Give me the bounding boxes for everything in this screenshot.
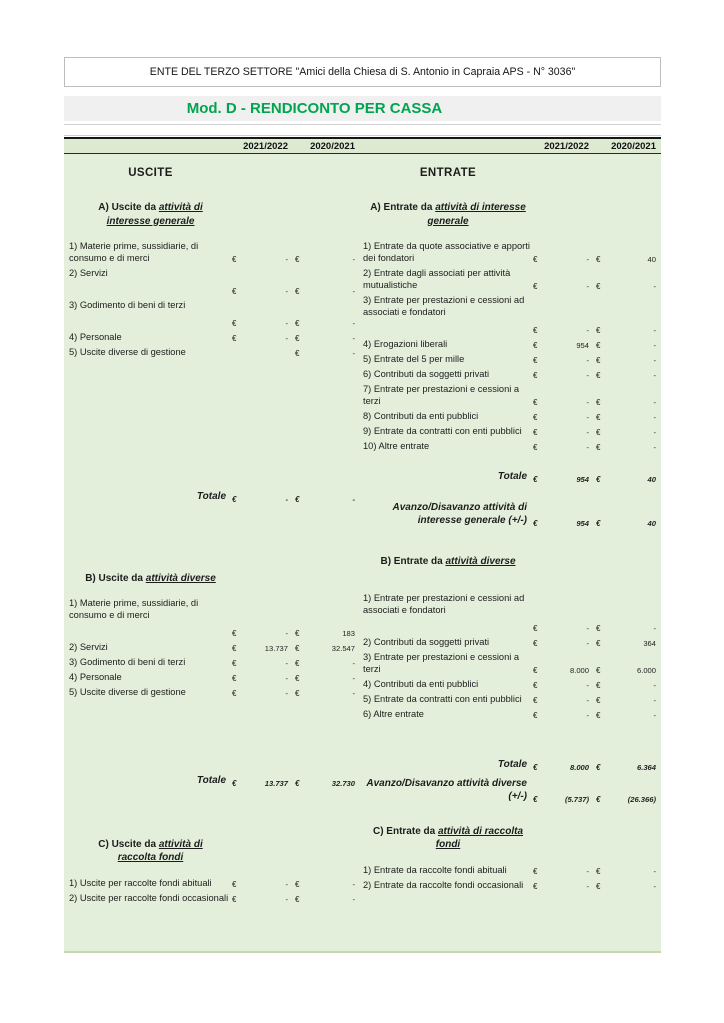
amount-current-year: - bbox=[586, 398, 589, 407]
document-title: Mod. D - RENDICONTO PER CASSA bbox=[186, 100, 443, 117]
entrate-column-title: ENTRATE bbox=[419, 167, 477, 179]
row-label: 2) Servizi bbox=[69, 268, 108, 278]
empty-row-strip bbox=[64, 124, 661, 136]
currency-symbol: € bbox=[533, 639, 538, 648]
avanzo-row bbox=[363, 501, 661, 528]
currency-symbol: € bbox=[596, 711, 601, 720]
currency-symbol: € bbox=[533, 356, 538, 365]
row-label: 5) Entrate del 5 per mille bbox=[363, 354, 465, 364]
line-item-row bbox=[69, 331, 360, 343]
heading-emphasis: attività di raccolta fondi bbox=[117, 838, 203, 863]
row-label: Totale bbox=[497, 471, 527, 482]
section-heading bbox=[363, 825, 533, 852]
amount-prior-year: - bbox=[653, 881, 656, 891]
line-item-row bbox=[363, 636, 661, 648]
line-item-row bbox=[69, 656, 360, 668]
currency-symbol: € bbox=[596, 371, 601, 380]
currency-symbol: € bbox=[232, 674, 237, 683]
amount-current-year: - bbox=[285, 319, 288, 328]
currency-symbol: € bbox=[533, 255, 538, 264]
amount-prior-year: - bbox=[352, 659, 355, 668]
currency-symbol: € bbox=[596, 681, 601, 690]
currency-symbol: € bbox=[533, 341, 538, 350]
currency-symbol: € bbox=[533, 518, 538, 528]
amount-prior-year: 364 bbox=[643, 639, 656, 648]
currency-symbol: € bbox=[596, 666, 601, 675]
row-label: 1) Entrate da raccolte fondi abituali bbox=[363, 864, 507, 875]
amount-current-year: - bbox=[586, 255, 589, 264]
amount-current-year: - bbox=[586, 696, 589, 705]
amount-current-year: - bbox=[586, 282, 589, 291]
row-label: Avanzo/Disavanzo attività di interesse generale (+/-) bbox=[392, 501, 527, 526]
currency-symbol: € bbox=[533, 371, 538, 380]
currency-symbol: € bbox=[596, 624, 601, 633]
year-header-right bbox=[360, 141, 661, 152]
currency-symbol: € bbox=[596, 428, 601, 437]
heading-prefix: A) Uscite da bbox=[98, 202, 159, 213]
section-b bbox=[363, 555, 661, 807]
currency-symbol: € bbox=[232, 494, 237, 504]
year-column-1: 2021/2022 bbox=[243, 140, 288, 152]
line-item-row bbox=[363, 864, 661, 876]
heading-prefix: B) Entrate da bbox=[380, 555, 446, 567]
amount-current-year: - bbox=[586, 428, 589, 437]
section-c bbox=[69, 838, 360, 907]
amount-current-year: (5.737) bbox=[564, 794, 589, 804]
currency-symbol: € bbox=[232, 879, 237, 889]
amount-current-year: - bbox=[586, 413, 589, 422]
line-item-row bbox=[363, 678, 661, 690]
year-column-2: 2020/2021 bbox=[310, 140, 355, 152]
heading-emphasis: attività di raccolta fondi bbox=[435, 825, 524, 850]
currency-symbol: € bbox=[533, 326, 538, 335]
currency-symbol: € bbox=[295, 894, 300, 904]
currency-symbol: € bbox=[295, 659, 300, 668]
row-label: Totale bbox=[196, 775, 226, 786]
currency-symbol: € bbox=[533, 413, 538, 422]
section-a bbox=[363, 201, 661, 531]
row-label: 10) Altre entrate bbox=[363, 441, 430, 451]
currency-symbol: € bbox=[533, 624, 538, 633]
line-item-row bbox=[363, 267, 661, 291]
amount-current-year: - bbox=[586, 371, 589, 380]
amount-current-year: - bbox=[586, 711, 589, 720]
amount-current-year: - bbox=[586, 624, 589, 633]
row-label: 6) Altre entrate bbox=[363, 709, 424, 719]
amount-prior-year: - bbox=[653, 624, 656, 633]
row-label: 4) Contributi da enti pubblici bbox=[363, 679, 479, 689]
amount-current-year: - bbox=[586, 866, 589, 876]
row-label: 1) Entrate per prestazioni e cessioni ad associati e fondatori bbox=[363, 593, 525, 615]
amount-prior-year: 32.730 bbox=[331, 778, 355, 788]
heading-emphasis: attività diverse bbox=[445, 555, 516, 567]
currency-symbol: € bbox=[596, 866, 601, 876]
row-label: Totale bbox=[196, 491, 226, 502]
amount-prior-year: 183 bbox=[342, 629, 355, 638]
line-item-row bbox=[363, 410, 661, 422]
currency-symbol: € bbox=[295, 287, 300, 296]
row-label: 2) Servizi bbox=[69, 642, 108, 652]
line-item-row bbox=[363, 708, 661, 720]
amount-prior-year: (26.366) bbox=[627, 794, 656, 804]
currency-symbol: € bbox=[295, 334, 300, 343]
line-item-row bbox=[363, 440, 661, 452]
currency-symbol: € bbox=[596, 443, 601, 452]
line-item-row bbox=[69, 267, 360, 296]
row-label: 3) Godimento di beni di terzi bbox=[69, 300, 186, 310]
currency-symbol: € bbox=[295, 494, 300, 504]
amount-current-year: 8.000 bbox=[569, 666, 589, 675]
heading-prefix: A) Entrate da bbox=[370, 202, 436, 213]
amount-current-year: 13.737 bbox=[264, 778, 288, 788]
currency-symbol: € bbox=[295, 689, 300, 698]
row-label: 2) Contributi da soggetti privati bbox=[363, 637, 490, 647]
currency-symbol: € bbox=[295, 629, 300, 638]
currency-symbol: € bbox=[533, 866, 538, 876]
amount-current-year: 8.000 bbox=[569, 762, 589, 772]
amount-prior-year: - bbox=[653, 356, 656, 365]
amount-current-year: - bbox=[285, 494, 288, 504]
currency-symbol: € bbox=[232, 629, 237, 638]
currency-symbol: € bbox=[596, 413, 601, 422]
currency-symbol: € bbox=[596, 881, 601, 891]
currency-symbol: € bbox=[596, 762, 601, 772]
row-label: 4) Personale bbox=[69, 332, 122, 342]
line-item-row bbox=[69, 299, 360, 328]
row-label: 3) Entrate per prestazioni e cessioni ad associati e fondatori bbox=[363, 295, 525, 317]
section-heading bbox=[363, 555, 533, 569]
amount-prior-year: - bbox=[653, 398, 656, 407]
currency-symbol: € bbox=[596, 282, 601, 291]
entity-header-box bbox=[64, 57, 661, 87]
currency-symbol: € bbox=[596, 341, 601, 350]
heading-prefix: C) Entrate da bbox=[372, 825, 438, 837]
amount-prior-year: - bbox=[653, 282, 656, 291]
amount-prior-year: - bbox=[653, 711, 656, 720]
document-area bbox=[64, 57, 661, 953]
amount-current-year: - bbox=[285, 334, 288, 343]
currency-symbol: € bbox=[232, 659, 237, 668]
amount-prior-year: - bbox=[352, 287, 355, 296]
row-label: 7) Entrate per prestazioni e cessioni a terzi bbox=[363, 384, 520, 406]
amount-current-year: 954 bbox=[576, 518, 589, 528]
amount-prior-year: - bbox=[653, 341, 656, 350]
amount-prior-year: - bbox=[653, 413, 656, 422]
heading-emphasis: attività di interesse generale bbox=[427, 202, 526, 227]
currency-symbol: € bbox=[596, 474, 601, 484]
amount-prior-year: - bbox=[352, 319, 355, 328]
currency-symbol: € bbox=[596, 356, 601, 365]
currency-symbol: € bbox=[533, 474, 538, 484]
section-c bbox=[363, 825, 661, 894]
line-item-row bbox=[69, 597, 360, 638]
line-item-row bbox=[69, 240, 360, 264]
amount-prior-year: - bbox=[352, 255, 355, 264]
amount-prior-year: - bbox=[352, 349, 355, 358]
currency-symbol: € bbox=[533, 398, 538, 407]
currency-symbol: € bbox=[295, 879, 300, 889]
currency-symbol: € bbox=[533, 681, 538, 690]
amount-prior-year: - bbox=[352, 494, 355, 504]
amount-current-year: - bbox=[285, 674, 288, 683]
totale-row bbox=[69, 774, 360, 788]
amount-current-year: - bbox=[586, 326, 589, 335]
row-label: 2) Entrate da raccolte fondi occasionali bbox=[363, 879, 524, 890]
amount-current-year: - bbox=[285, 879, 288, 889]
row-label: Avanzo/Disavanzo attività diverse (+/-) bbox=[366, 777, 527, 802]
row-label: 2) Entrate dagli associati per attività mutualistiche bbox=[363, 268, 511, 290]
amount-current-year: - bbox=[285, 629, 288, 638]
amount-current-year: - bbox=[285, 894, 288, 904]
row-label: 1) Uscite per raccolte fondi abituali bbox=[69, 877, 212, 888]
heading-emphasis: attività di interesse generale bbox=[106, 202, 203, 227]
section-heading bbox=[363, 201, 533, 228]
amount-current-year: 13.737 bbox=[264, 644, 288, 653]
line-item-row bbox=[363, 383, 661, 407]
heading-prefix: B) Uscite da bbox=[85, 572, 146, 584]
uscite-column bbox=[64, 154, 360, 951]
line-item-row bbox=[69, 892, 360, 904]
title-band bbox=[64, 96, 661, 121]
amount-current-year: - bbox=[586, 681, 589, 690]
currency-symbol: € bbox=[533, 762, 538, 772]
row-label: 5) Uscite diverse di gestione bbox=[69, 347, 186, 357]
currency-symbol: € bbox=[232, 287, 237, 296]
currency-symbol: € bbox=[533, 443, 538, 452]
totale-row bbox=[363, 470, 661, 484]
row-label: 6) Contributi da soggetti privati bbox=[363, 369, 490, 379]
year-column-2: 2020/2021 bbox=[611, 140, 656, 152]
currency-symbol: € bbox=[596, 794, 601, 804]
currency-symbol: € bbox=[533, 282, 538, 291]
line-item-row bbox=[363, 651, 661, 675]
row-label: 1) Entrate da quote associative e apporti dei fondatori bbox=[363, 241, 530, 263]
currency-symbol: € bbox=[232, 894, 237, 904]
section-b bbox=[69, 572, 360, 791]
currency-symbol: € bbox=[232, 689, 237, 698]
currency-symbol: € bbox=[596, 326, 601, 335]
currency-symbol: € bbox=[533, 881, 538, 891]
year-column-1: 2021/2022 bbox=[544, 140, 589, 152]
amount-prior-year: 32.547 bbox=[331, 644, 355, 653]
row-label: 1) Materie prime, sussidiarie, di consumo e di merci bbox=[69, 598, 199, 620]
line-item-row bbox=[363, 693, 661, 705]
row-label: 5) Entrate da contratti con enti pubblici bbox=[363, 694, 522, 704]
amount-current-year: - bbox=[586, 443, 589, 452]
amount-prior-year: - bbox=[653, 428, 656, 437]
section-a bbox=[69, 201, 360, 507]
amount-current-year: - bbox=[586, 881, 589, 891]
line-item-row bbox=[363, 338, 661, 350]
amount-prior-year: - bbox=[653, 866, 656, 876]
entrate-column bbox=[360, 154, 661, 951]
totale-row bbox=[363, 758, 661, 772]
row-label: 3) Entrate per prestazioni e cessioni a terzi bbox=[363, 652, 520, 674]
amount-prior-year: 40 bbox=[647, 518, 656, 528]
amount-prior-year: - bbox=[352, 334, 355, 343]
amount-current-year: - bbox=[285, 659, 288, 668]
section-heading bbox=[69, 572, 232, 586]
currency-symbol: € bbox=[533, 696, 538, 705]
currency-symbol: € bbox=[295, 255, 300, 264]
currency-symbol: € bbox=[596, 696, 601, 705]
currency-symbol: € bbox=[533, 666, 538, 675]
line-item-row bbox=[363, 368, 661, 380]
currency-symbol: € bbox=[232, 334, 237, 343]
amount-prior-year: 40 bbox=[647, 255, 656, 264]
amount-prior-year: - bbox=[653, 681, 656, 690]
amount-current-year: - bbox=[586, 639, 589, 648]
amount-current-year: - bbox=[285, 287, 288, 296]
year-header-band bbox=[64, 137, 661, 154]
currency-symbol: € bbox=[596, 398, 601, 407]
amount-prior-year: - bbox=[653, 326, 656, 335]
avanzo-row bbox=[363, 777, 661, 804]
currency-symbol: € bbox=[533, 711, 538, 720]
currency-symbol: € bbox=[533, 794, 538, 804]
amount-prior-year: - bbox=[653, 443, 656, 452]
entity-name: ENTE DEL TERZO SETTORE "Amici della Chiesa di S. Antonio in Capraia APS - N° 3036" bbox=[149, 66, 576, 78]
amount-prior-year: - bbox=[352, 674, 355, 683]
amount-current-year: - bbox=[285, 255, 288, 264]
year-header-left bbox=[64, 141, 360, 152]
amount-current-year: 954 bbox=[576, 341, 589, 350]
line-item-row bbox=[69, 346, 360, 358]
amount-prior-year: - bbox=[352, 894, 355, 904]
amount-prior-year: - bbox=[653, 371, 656, 380]
line-item-row bbox=[363, 879, 661, 891]
line-item-row bbox=[363, 425, 661, 437]
currency-symbol: € bbox=[295, 349, 300, 358]
row-label: 5) Uscite diverse di gestione bbox=[69, 687, 186, 697]
heading-prefix: C) Uscite da bbox=[98, 838, 159, 850]
currency-symbol: € bbox=[295, 644, 300, 653]
row-label: 4) Personale bbox=[69, 672, 122, 682]
line-item-row bbox=[69, 641, 360, 653]
row-label: 9) Entrate da contratti con enti pubblici bbox=[363, 426, 522, 436]
currency-symbol: € bbox=[533, 428, 538, 437]
line-item-row bbox=[363, 353, 661, 365]
line-item-row bbox=[363, 592, 661, 633]
section-heading bbox=[69, 201, 232, 228]
currency-symbol: € bbox=[295, 674, 300, 683]
currency-symbol: € bbox=[596, 639, 601, 648]
amount-prior-year: 6.364 bbox=[636, 762, 656, 772]
line-item-row bbox=[363, 294, 661, 335]
row-label: Totale bbox=[497, 759, 527, 770]
currency-symbol: € bbox=[232, 319, 237, 328]
line-item-row bbox=[69, 877, 360, 889]
currency-symbol: € bbox=[295, 778, 300, 788]
currency-symbol: € bbox=[596, 518, 601, 528]
row-label: 2) Uscite per raccolte fondi occasionali bbox=[69, 892, 229, 903]
statement-table bbox=[64, 154, 661, 953]
amount-prior-year: - bbox=[352, 689, 355, 698]
amount-current-year: - bbox=[285, 689, 288, 698]
line-item-row bbox=[363, 240, 661, 264]
totale-row bbox=[69, 490, 360, 504]
row-label: 1) Materie prime, sussidiarie, di consumo e di merci bbox=[69, 241, 199, 263]
currency-symbol: € bbox=[232, 644, 237, 653]
line-item-row bbox=[69, 686, 360, 698]
currency-symbol: € bbox=[232, 255, 237, 264]
amount-prior-year: 40 bbox=[647, 474, 656, 484]
amount-prior-year: 6.000 bbox=[636, 666, 656, 675]
amount-prior-year: - bbox=[352, 879, 355, 889]
currency-symbol: € bbox=[232, 778, 237, 788]
currency-symbol: € bbox=[596, 255, 601, 264]
row-label: 3) Godimento di beni di terzi bbox=[69, 657, 186, 667]
amount-current-year: - bbox=[586, 356, 589, 365]
amount-current-year: 954 bbox=[576, 474, 589, 484]
uscite-column-title: USCITE bbox=[128, 167, 173, 179]
section-heading bbox=[69, 838, 232, 865]
row-label: 4) Erogazioni liberali bbox=[363, 339, 448, 349]
line-item-row bbox=[69, 671, 360, 683]
currency-symbol: € bbox=[295, 319, 300, 328]
amount-prior-year: - bbox=[653, 696, 656, 705]
row-label: 8) Contributi da enti pubblici bbox=[363, 411, 479, 421]
heading-emphasis: attività diverse bbox=[145, 572, 216, 584]
